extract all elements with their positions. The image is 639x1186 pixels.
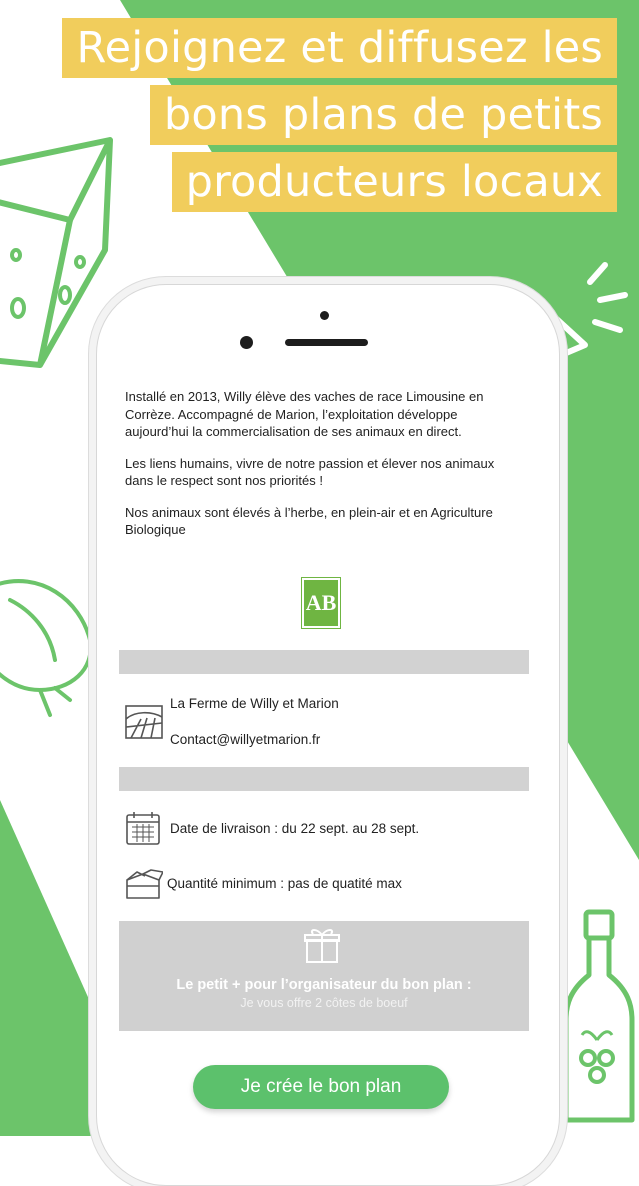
phone-speaker bbox=[285, 339, 368, 346]
producer-name: La Ferme de Willy et Marion bbox=[170, 696, 339, 711]
minimum-quantity: Quantité minimum : pas de quatité max bbox=[167, 876, 402, 891]
bonus-title: Le petit + pour l’organisateur du bon plan : bbox=[176, 977, 472, 993]
section-separator bbox=[119, 767, 529, 791]
headline-line-1: Rejoignez et diffusez les bbox=[62, 18, 617, 78]
phone-sensor bbox=[320, 311, 329, 320]
producer-contact[interactable]: Contact@willyetmarion.fr bbox=[170, 732, 321, 747]
section-separator bbox=[119, 650, 529, 674]
organic-ab-text: AB bbox=[305, 590, 337, 615]
headline-line-3: producteurs locaux bbox=[172, 152, 617, 212]
organic-ab-logo bbox=[302, 578, 340, 628]
box-icon bbox=[123, 868, 163, 902]
headline bbox=[0, 0, 639, 230]
bonus-detail: Je vous offre 2 côtes de boeuf bbox=[240, 996, 408, 1010]
description-paragraph: Installé en 2013, Willy élève des vaches de race Limousine en Corrèze. Accompagné de Marion, l’exploitation développe aujourd’hui la commercialisation de ses animaux en direct. bbox=[125, 389, 484, 439]
phone-camera bbox=[240, 336, 253, 349]
description-paragraph: Nos animaux sont élevés à l’herbe, en plein-air et en Agriculture Biologique bbox=[125, 504, 493, 537]
gift-icon bbox=[303, 926, 341, 964]
calendar-icon bbox=[125, 810, 161, 846]
producer-description bbox=[125, 388, 523, 553]
organizer-bonus-panel bbox=[119, 921, 529, 1031]
delivery-date: Date de livraison : du 22 sept. au 28 sept. bbox=[170, 821, 420, 836]
farm-field-icon bbox=[125, 705, 163, 739]
headline-line-2: bons plans de petits bbox=[150, 85, 617, 145]
phone-screen[interactable] bbox=[119, 370, 529, 1136]
description-paragraph: Les liens humains, vivre de notre passion et élever nos animaux dans le respect sont nos priorités ! bbox=[125, 455, 495, 488]
ham-icon bbox=[0, 581, 91, 715]
wine-bottle-icon bbox=[566, 912, 632, 1120]
create-offer-button[interactable]: Je crée le bon plan bbox=[193, 1065, 449, 1109]
